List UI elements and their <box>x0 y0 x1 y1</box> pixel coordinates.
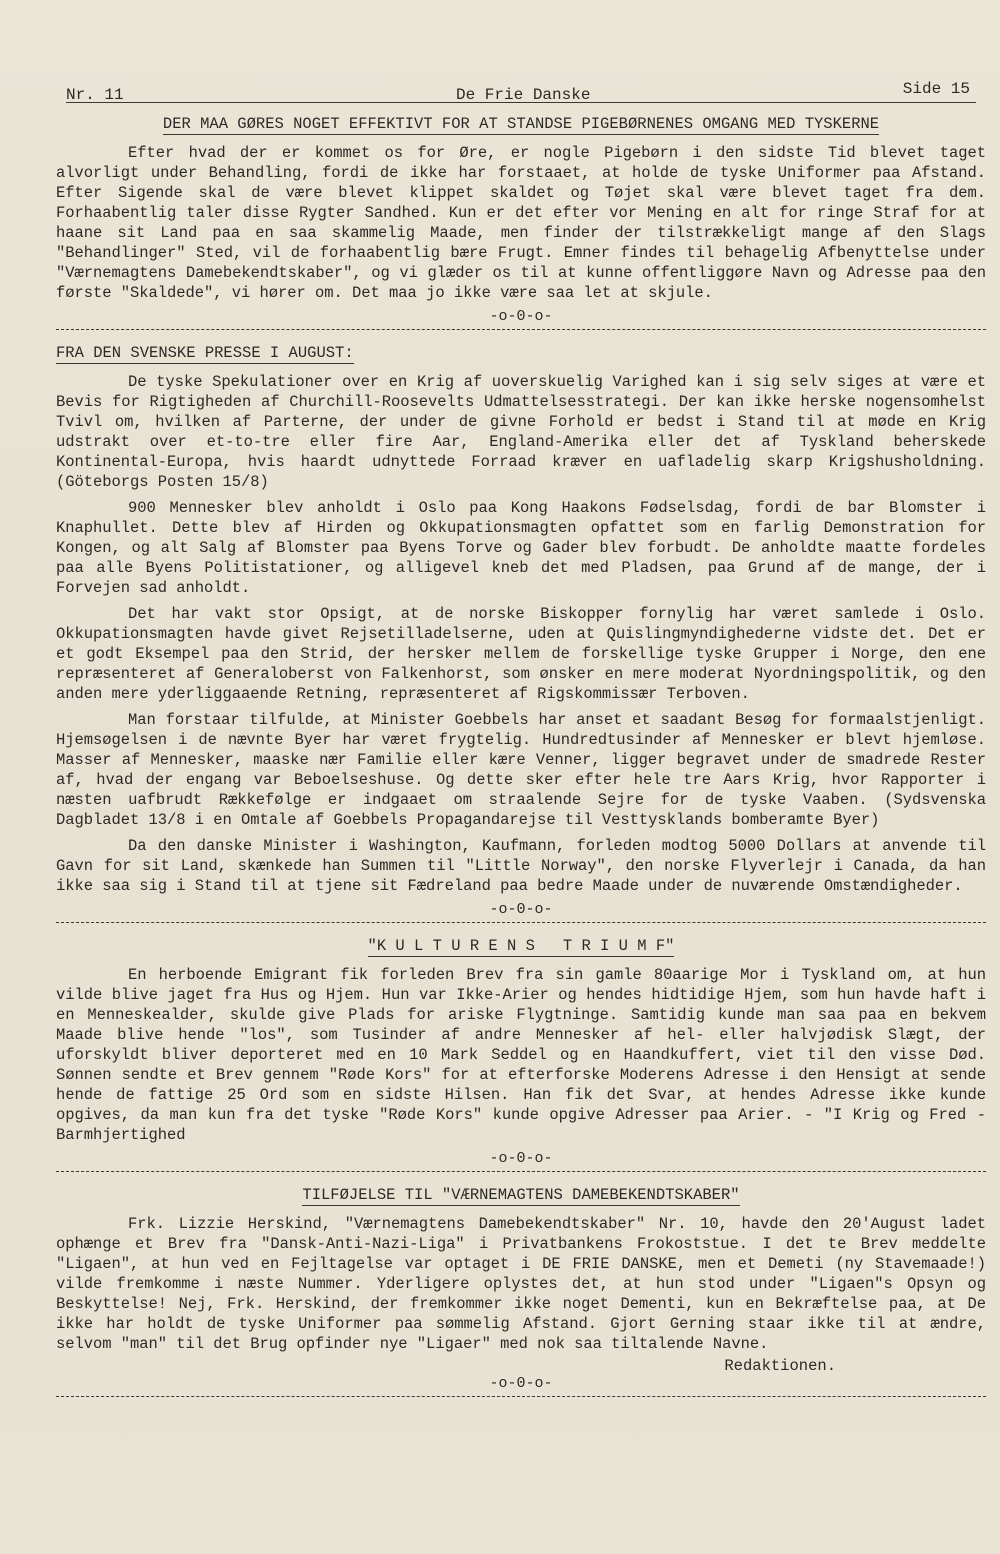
article-paragraph: Det har vakt stor Opsigt, at de norske Biskopper fornylig har været samlede i Oslo. Okkupationsmagten havde givet Rejsetilladelserne, uden at Quislingmyndighederne vidste det. Det er et godt Eksempel paa den Strid, der hersker mellem de forskellige tyske Grupper i Norge, den ene repræsenteret af Generaloberst von Falkenhorst, som ønsker en mere moderat Nyordningspolitik, og den anden mere yderliggaaende Retning, repræsenteret af Rigskommissær Terboven. <box>56 605 986 703</box>
article-paragraph: En herboende Emigrant fik forleden Brev fra sin gamle 80aarige Mor i Tyskland om, at hun vilde blive jaget fra Hus og Hjem. Hun var Ikke-Arier og hendes hidtidige Hjem, som hun havde haft i en Menneskealder, skulde give Plads for ariske Flygtninge. Samtidig kunde man saa paa en bekvem Maade blive hende "los", som Tusinder af andre Mennesker af hel- eller halvjødisk Slægt, der uforskyldt bliver deporteret med en 10 Mark Seddel og en Haandkuffert, viet til den visse Død. Sønnen sendte et Brev gennem "Røde Kors" for at efterforske Moderens Adresse i den Hensigt at sende hende de fattige 25 Ord som en sidste Hilsen. Han fik det Svar, at hendes Adresse ikke kunde opgives, da man kun fra det tyske "Røde Kors" kunde opgive Adresser paa Arier. - "I Krig og Fred - Barmhjertighed <box>56 966 986 1144</box>
signature: Redaktionen. <box>724 1357 836 1375</box>
article-paragraph: Da den danske Minister i Washington, Kaufmann, forleden modtog 5000 Dollars at anvende til Gavn for sit Land, skænkede han Summen til "Little Norway", den norske Flyverlejr i Canada, da han ikke saa sig i Stand til at tjene sit Fædreland paa bedre Maade under de nuværende Omstændigheder. <box>56 837 986 895</box>
article-paragraph: Man forstaar tilfulde, at Minister Goebbels har anset et saadant Besøg for formaalstjenligt. Hjemsøgelsen i de nævnte Byer har været frygtelig. Hundredtusinder af Mennesker er blevt hjemløse. Masser af Mennesker, maaske nær Familie eller kære Venner, ligger begravet under de smadrede Rester af, hvad der engang var Beboelseshuse. Og dette sker efter hele tre Aars Krig, hvor Rapporter i næsten uafbrudt Rækkefølge er indgaaet om straalende Sejre for de tyske Vaaben. (Sydsvenska Dagbladet 13/8 i en Omtale af Goebbels Propagandarejse til Vesttysklands bomberamte Byer) <box>56 711 986 829</box>
section-end-mark: -o-0-o- <box>489 1150 553 1167</box>
article-title: TILFØJELSE TIL "VÆRNEMAGTENS DAMEBEKENDTSKABER" <box>302 1186 740 1204</box>
article-title: "K U L T U R E N S T R I U M F" <box>367 937 675 955</box>
section-end-mark: -o-0-o- <box>489 901 553 918</box>
article-paragraph: Frk. Lizzie Herskind, "Værnemagtens Damebekendtskaber" Nr. 10, havde den 20'August ladet ophænge et Brev fra "Dansk-Anti-Nazi-Liga" i Privatbankens Frokoststue. I det te Brev meddelte "Ligaen", at hun ved en Fejltagelse var optaget i DE FRIE DANSKE, men et Demeti (ny Stavemaade!) vilde fremkomme i næste Nummer. Yderligere oplystes det, at hun stod under "Ligaen"s Opsyn og Beskyttelse! Nej, Frk. Herskind, der fremkommer ikke noget Dementi, kun en Bekræftelse paa, at De ikke har holdt de tyske Uniformer paa sømmelig Afstand. Gjort Gerning staar ikke til at ændre, selvom "man" til det Brug opfinder nye "Ligaer" med nok saa tiltalende Navne. <box>56 1215 986 1353</box>
article-paragraph: 900 Mennesker blev anholdt i Oslo paa Kong Haakons Fødselsdag, fordi de bar Blomster i Knaphullet. Dette blev af Hirden og Okkupationsmagten opfattet som en farlig Demonstration for Kongen, og alt Salg af Blomster paa Byens Torve og Gader blev forbudt. De anholdte maatte fordeles paa alle Byens Politistationer, og alligevel kneb det med Pladsen, paa Grund af de mange, der i Forvejen sad anholdt. <box>56 499 986 597</box>
article-tilfoejelse <box>56 1184 986 1397</box>
section-end-mark: -o-0-o- <box>489 308 553 325</box>
article-title: FRA DEN SVENSKE PRESSE I AUGUST: <box>56 344 354 362</box>
page-number: Side 15 <box>902 80 970 98</box>
section-end-mark: -o-0-o- <box>489 1375 553 1392</box>
dashed-divider <box>56 1171 986 1172</box>
issue-number: Nr. 11 <box>66 86 124 104</box>
dashed-divider <box>56 1396 986 1397</box>
article-title: DER MAA GØRES NOGET EFFEKTIVT FOR AT STANDSE PIGEBØRNENES OMGANG MED TYSKERNE <box>162 115 880 133</box>
page-header <box>66 78 976 103</box>
dashed-divider <box>56 922 986 923</box>
article-paragraph: Efter hvad der er kommet os for Øre, er nogle Pigebørn i den sidste Tid blevet taget alvorligt under Behandling, fordi de ikke har forstaaet, at holde de tyske Uniformer paa Afstand. Efter Sigende skal de være blevet klippet skaldet og Tøjet skal være blevet taget fra dem. Forhaabentlig taler disse Rygter Sandhed. Kun er det efter vor Mening en alt for ringe Straf for at haane sit Land paa en saa skammelig Maade, men finder der tilstrækkeligt mange af den Slags "Behandlinger" Sted, vil de forhaabentlig bære Frugt. Emner findes til behagelig Afbenyttelse under "Værnemagtens Damebekendtskaber", og vi glæder os til at kunne offentliggøre Navn og Adresse paa den første "Skaldede", vi hører om. Det maa jo ikke være saa let at skjule. <box>56 144 986 302</box>
article-svenske-presse <box>56 342 986 923</box>
article-paragraph: De tyske Spekulationer over en Krig af uoverskuelig Varighed kan i sig selv siges at være et Bevis for Rigtigheden af Churchill-Roosevelts Udmattelsesstrategi. Der kan ikke herske nogensomhelst Tvivl om, hvilken af Parterne, der under de givne Forhold er bedst i Stand til at møde en Krig udstrakt over et-to-tre eller fire Aar, England-Amerika eller det af Tyskland beherskede Kontinental-Europa, hvis haardt udnyttede Forraad kræver en uafladelig skarp Krigshusholdning. (Göteborgs Posten 15/8) <box>56 373 986 491</box>
article-kulturens-triumf <box>56 935 986 1172</box>
newspaper-title: De Frie Danske <box>456 86 591 104</box>
dashed-divider <box>56 329 986 330</box>
article-pigeboern <box>56 113 986 330</box>
